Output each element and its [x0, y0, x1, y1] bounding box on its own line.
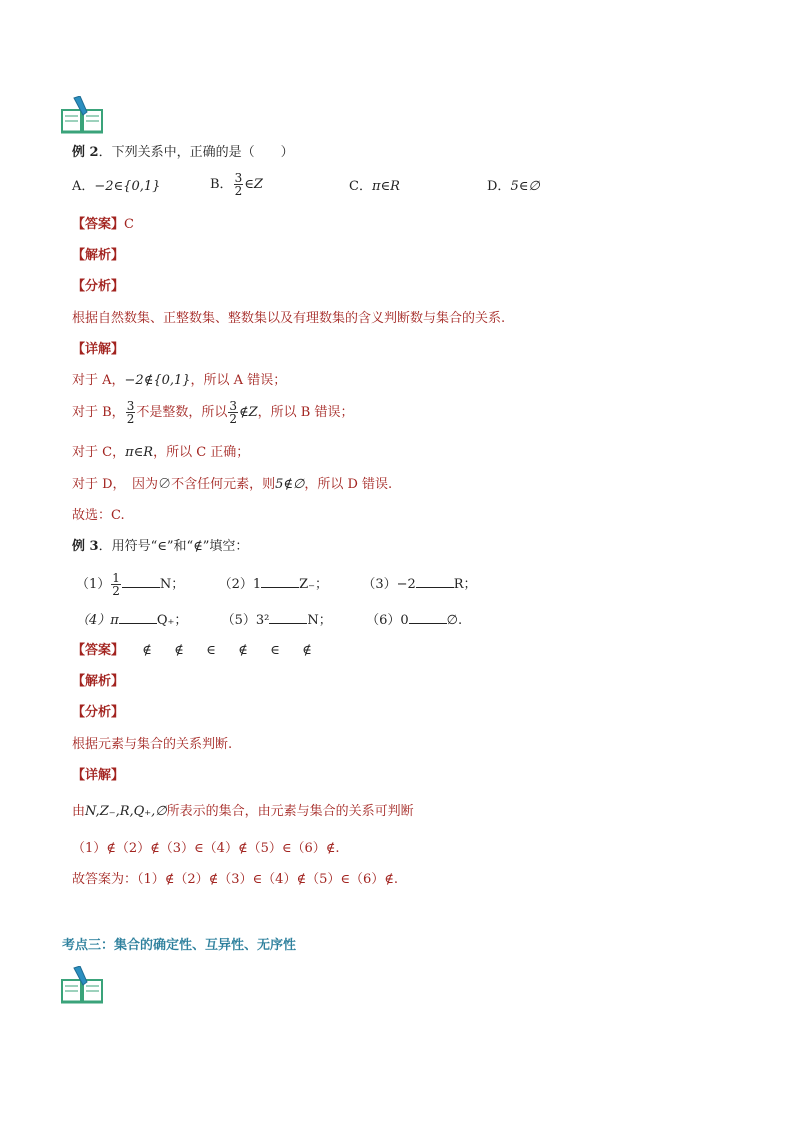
- answer-symbol: ∉: [174, 643, 184, 658]
- answer-symbol: ∈: [206, 643, 216, 658]
- blank: [416, 575, 454, 588]
- answer-symbol: ∉: [302, 643, 312, 658]
- option-prefix: C．: [349, 179, 372, 194]
- item-2: （2）1 Z₋；: [218, 577, 329, 592]
- example-3-question: [72, 538, 248, 556]
- detail-c: 对于 C，π∈R，所以 C 正确；: [72, 445, 250, 460]
- item-4: （4）π Q₊；: [76, 613, 188, 628]
- section-title: 考点三：集合的确定性、互异性、无序性: [62, 938, 297, 953]
- example-2-question: [72, 144, 294, 162]
- option-d: [487, 178, 540, 196]
- option-prefix: D．: [487, 179, 511, 194]
- blank: [409, 611, 447, 624]
- option-b: [210, 172, 263, 197]
- answer-symbol: ∈: [270, 643, 280, 658]
- fill-row-2: [76, 611, 462, 630]
- fraction: $\frac{3}{2}$: [234, 171, 243, 198]
- option-prefix: A．: [72, 179, 95, 194]
- option-prefix: B．: [210, 177, 233, 192]
- detail-b: 对于 B， $\frac{3}{2}$ 不是整数，所以 $\frac{3}{2}$ ∉Z，所以 B 错误；: [72, 399, 354, 426]
- item-5: （5）3² N；: [221, 613, 332, 628]
- option-c: [349, 178, 400, 196]
- detail-2: （1）∉（2）∉（3）∈（4）∉（5）∈（6）∉.: [72, 841, 340, 856]
- analysis-text: 根据自然数集、正整数集、整数集以及有理数集的含义判断数与集合的关系.: [72, 311, 506, 326]
- answer-symbol: ∉: [238, 643, 248, 658]
- item-3: （3）−2 R；: [362, 577, 477, 592]
- option-math: ∈Z: [244, 177, 263, 192]
- xiangjie-heading: 【详解】: [72, 342, 125, 357]
- answer-line: 【答案】 ∉ ∉ ∈ ∉ ∈ ∉: [72, 642, 334, 660]
- xiangjie-heading: 【详解】: [72, 768, 125, 783]
- example-label: 例 3: [72, 539, 99, 554]
- answer-symbol: ∉: [142, 643, 152, 658]
- question-text: ．下列关系中，正确的是（ ）: [98, 145, 294, 160]
- option-a: [72, 178, 160, 196]
- book-pencil-icon: [60, 96, 104, 134]
- jiexi-heading: 【解析】: [72, 674, 125, 689]
- detail-a: 对于 A，−2∉{0,1}，所以 A 错误；: [72, 373, 287, 388]
- fenxi-heading: 【分析】: [72, 279, 125, 294]
- conclusion: 故答案为：（1）∉（2）∉（3）∈（4）∉（5）∈（6）∉.: [72, 872, 398, 887]
- fill-row-1: [76, 572, 477, 597]
- answer-line: 【答案】C: [72, 217, 134, 232]
- blank: [261, 575, 299, 588]
- analysis-text: 根据元素与集合的关系判断.: [72, 737, 233, 752]
- blank: [119, 611, 157, 624]
- book-pencil-icon: [60, 966, 104, 1004]
- item-6: （6）0 ∅.: [366, 613, 463, 628]
- option-math: 5∈∅: [510, 179, 540, 194]
- item-1: （1） $\frac{1}{2}$ N；: [76, 571, 185, 598]
- option-math: −2∈{0,1}: [94, 179, 161, 194]
- option-math: π∈R: [371, 179, 400, 194]
- blank: [269, 611, 307, 624]
- conclusion: 故选：C.: [72, 508, 125, 523]
- detail-1: 由N,Z₋,R,Q₊,∅所表示的集合，由元素与集合的关系可判断: [72, 804, 414, 819]
- fenxi-heading: 【分析】: [72, 705, 125, 720]
- detail-d: 对于 D， 因为∅不含任何元素，则5∉∅，所以 D 错误.: [72, 477, 393, 492]
- example-label: 例 2: [72, 145, 99, 160]
- blank: [122, 575, 160, 588]
- question-text: ．用符号“∈”和“∉”填空：: [98, 539, 249, 554]
- jiexi-heading: 【解析】: [72, 248, 125, 263]
